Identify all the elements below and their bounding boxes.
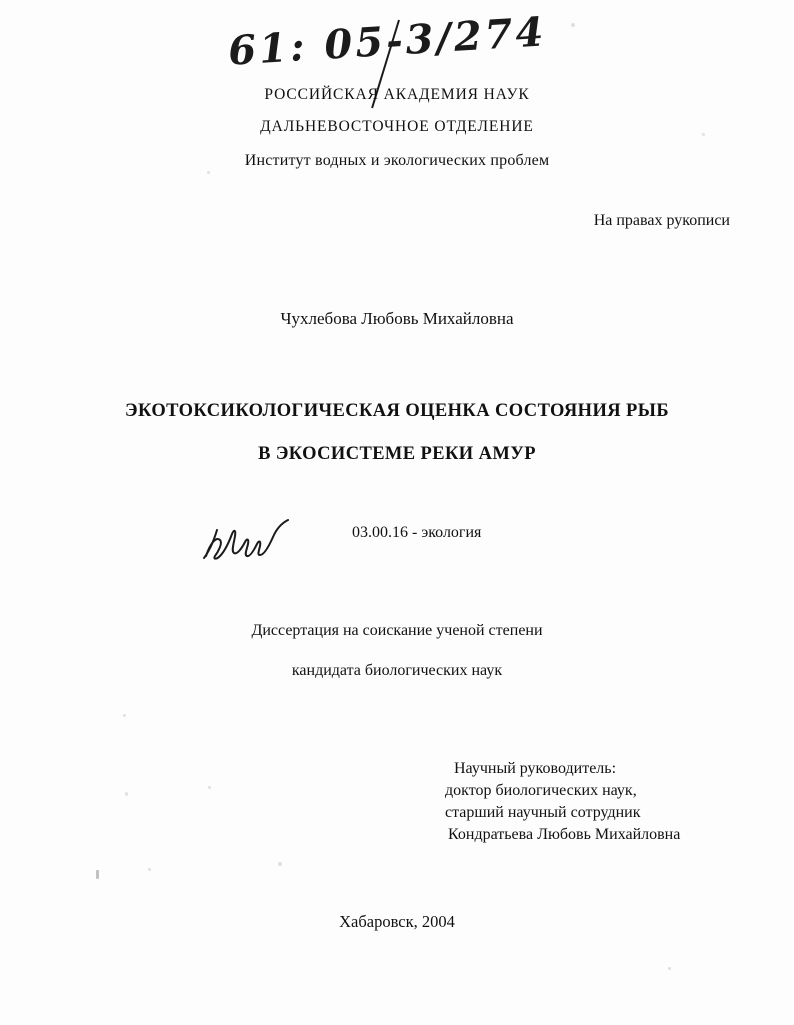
handwritten-signature (200, 506, 296, 564)
scan-speck (278, 862, 282, 866)
dissertation-title-line2: В ЭКОСИСТЕМЕ РЕКИ АМУР (258, 444, 536, 464)
scan-speck (96, 870, 99, 879)
scan-speck (207, 171, 210, 174)
degree-line1: Диссертация на соискание ученой степени (251, 622, 543, 639)
specialty-code: 03.00.16 - экология (352, 524, 482, 541)
degree-line2: кандидата биологических наук (291, 662, 503, 679)
scan-speck (208, 786, 211, 789)
scan-speck (571, 23, 575, 27)
manuscript-note: На правах рукописи (593, 212, 730, 229)
scan-speck (123, 714, 126, 717)
supervisor-block (445, 758, 680, 846)
scan-speck (668, 967, 671, 970)
scan-speck (125, 792, 128, 796)
academy-name: РОССИЙСКАЯ АКАДЕМИЯ НАУК (264, 86, 530, 103)
dissertation-title-line1: ЭКОТОКСИКОЛОГИЧЕСКАЯ ОЦЕНКА СОСТОЯНИЯ РЫБ (125, 401, 669, 421)
scan-speck (148, 868, 151, 871)
supervisor-position: старший научный сотрудник (445, 804, 641, 822)
handwritten-archive-code: 61: 05-3/274 (226, 8, 548, 75)
branch-name: ДАЛЬНЕВОСТОЧНОЕ ОТДЕЛЕНИЕ (260, 118, 534, 135)
supervisor-label: Научный руководитель: (454, 760, 617, 777)
supervisor-name: Кондратьева Любовь Михайловна (448, 826, 681, 844)
author-name: Чухлебова Любовь Михайловна (280, 309, 514, 328)
supervisor-degree: доктор биологических наук, (445, 782, 637, 800)
city-year: Хабаровск, 2004 (339, 912, 455, 931)
institute-name: Институт водных и экологических проблем (244, 152, 550, 169)
